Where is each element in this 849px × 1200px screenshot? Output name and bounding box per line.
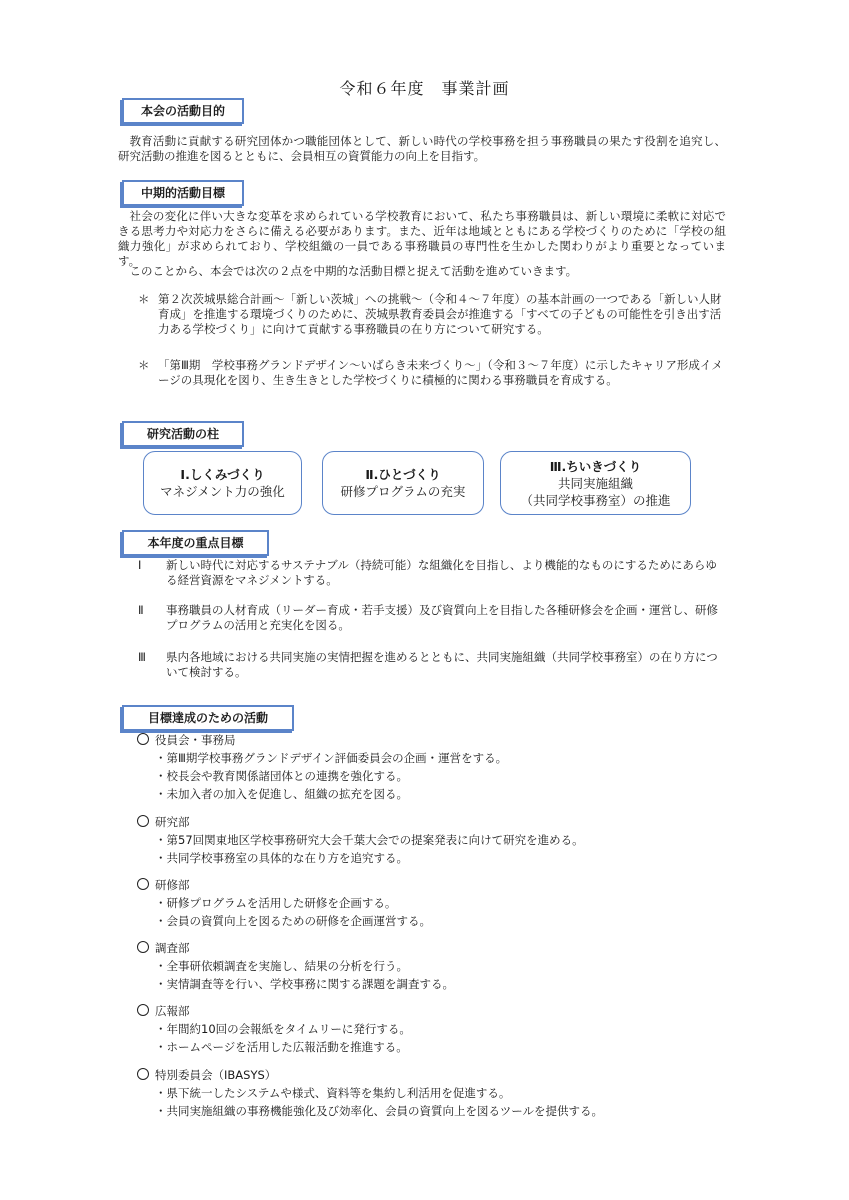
activity-group-special: [137, 1066, 603, 1120]
asterisk-mark: ＊: [138, 358, 150, 372]
activity-item: ・校長会や教育関係諸団体との連携を強化する。: [155, 769, 408, 783]
midterm-goal-text: 第２次茨城県総合計画～「新しい茨城」への挑戦～（令和４～７年度）の基本計画の一つである「新しい人財育成」を推進する環境づくりのために、茨城県教育委員会が推進する「すべての子どもの可能性を引き出す活力ある学校づくり」に向けて貢献する事務職員の在り方について研究する。: [158, 292, 722, 336]
activity-group-research: [137, 813, 584, 867]
activity-item: ・会員の資質向上を図るための研修を企画運営する。: [155, 914, 431, 928]
asterisk-mark: ＊: [138, 292, 150, 306]
circle-bullet-icon: [137, 1004, 149, 1016]
purpose-text: 教育活動に貢献する研究団体かつ職能団体として、新しい時代の学校事務を担う事務職員の果たす役割を追究し、研究活動の推進を図るとともに、会員相互の資質能力の向上を目指す。: [118, 134, 726, 163]
pillar-subtitle: 研修プログラムの充実: [340, 484, 466, 499]
section-heading-pillars: 研究活動の柱: [122, 421, 244, 447]
page-title: 令和６年度 事業計画: [339, 79, 510, 98]
activity-group-executive: [137, 731, 507, 803]
activity-item: ・研修プログラムを活用した研修を企画する。: [155, 896, 397, 910]
activity-group-title: 調査部: [137, 939, 454, 957]
activity-item: ・全事研依頼調査を実施し、結果の分析を行う。: [155, 959, 408, 973]
circle-bullet-icon: [137, 815, 149, 827]
activity-item: ・共同実施組織の事務機能強化及び効率化、会員の資質向上を図るツールを提供する。: [155, 1104, 604, 1118]
focus-goal-text: 新しい時代に対応するサステナブル（持続可能）な組織化を目指し、より機能的なものにするためにあらゆる経営資源をマネジメントする。: [166, 558, 717, 587]
activity-group-survey: [137, 939, 454, 993]
pillar-subtitle: 共同実施組織: [557, 475, 633, 491]
activity-group-title: 研修部: [137, 876, 431, 894]
pillar-title: Ⅲ.ちいきづくり: [549, 458, 642, 474]
activity-item: ・ホームページを活用した広報活動を推進する。: [155, 1040, 408, 1054]
section-heading-activities: 目標達成のための活動: [122, 705, 294, 731]
activity-item: ・共同学校事務室の具体的な在り方を追究する。: [155, 851, 408, 865]
activity-group-title: 特別委員会（IBASYS）: [137, 1066, 603, 1084]
circle-bullet-icon: [137, 1068, 149, 1080]
activity-item: ・県下統一したシステムや様式、資料等を集約し利活用を促進する。: [155, 1086, 511, 1100]
focus-goal-text: 県内各地域における共同実施の実情把握を進めるとともに、共同実施組織（共同学校事務室）の在り方について検討する。: [166, 650, 718, 679]
midterm-goal-text: 「第Ⅲ期 学校事務グランドデザイン～いばらき未来づくり～」（令和３～７年度）に示したキャリア形成イメージの具現化を図り、生き生きとした学校づくりに積極的に関わる事務職員を育成する。: [158, 358, 723, 387]
roman-numeral: Ⅰ: [138, 558, 142, 572]
midterm-goal-2: [138, 358, 724, 403]
activity-group-title: 広報部: [137, 1002, 411, 1020]
activity-group-training: [137, 876, 431, 930]
pillar-subtitle: マネジメント力の強化: [160, 484, 285, 499]
midterm-text-2: このことから、本会では次の２点を中期的な活動目標と捉えて活動を進めていきます。: [129, 264, 578, 278]
focus-goal-1: [138, 558, 730, 590]
pillar-box-structure: [143, 451, 302, 515]
midterm-goal-1: [138, 292, 724, 352]
activity-item: ・実情調査等を行い、学校事務に関する課題を調査する。: [155, 977, 454, 991]
activity-group-pr: [137, 1002, 411, 1056]
section-heading-purpose: 本会の活動目的: [122, 98, 244, 124]
activity-item: ・未加入者の加入を促進し、組織の拡充を図る。: [155, 787, 408, 801]
circle-bullet-icon: [137, 941, 149, 953]
focus-goal-2: [138, 603, 730, 635]
pillar-subtitle-2: （共同学校事務室）の推進: [520, 492, 671, 508]
section-heading-focus: 本年度の重点目標: [122, 530, 269, 556]
activity-item: ・第57回関東地区学校事務研究大会千葉大会での提案発表に向けて研究を進める。: [155, 833, 584, 847]
roman-numeral: Ⅲ: [138, 650, 146, 664]
activity-group-title: 役員会・事務局: [137, 731, 507, 749]
focus-goal-3: [138, 650, 730, 682]
pillar-title: Ⅰ.しくみづくり: [180, 467, 265, 482]
circle-bullet-icon: [137, 733, 149, 745]
section-heading-midterm: 中期的活動目標: [122, 180, 244, 206]
pillar-title: Ⅱ.ひとづくり: [365, 467, 441, 482]
circle-bullet-icon: [137, 878, 149, 890]
activity-group-title: 研究部: [137, 813, 584, 831]
activity-item: ・年間約10回の会報紙をタイムリーに発行する。: [155, 1022, 411, 1036]
roman-numeral: Ⅱ: [138, 603, 144, 617]
activity-item: ・第Ⅲ期学校事務グランドデザイン評価委員会の企画・運営をする。: [155, 751, 508, 765]
focus-goal-text: 事務職員の人材育成（リーダー育成・若手支援）及び資質向上を目指した各種研修会を企画・運営し、研修プログラムの活用と充実化を図る。: [166, 603, 718, 632]
midterm-text: 社会の変化に伴い大きな変革を求められている学校教育において、私たち事務職員は、新しい環境に柔軟に対応できる思考力や対応力をさらに備える必要があります。また、近年は地域とともにある学校づくりのために「学校の組織力強化」が求められており、学校組織の一員である事務職員の専門性を生かした関わりがより重要となっています。: [118, 209, 726, 268]
pillar-box-people: [322, 451, 484, 515]
pillar-box-region: [500, 451, 691, 515]
